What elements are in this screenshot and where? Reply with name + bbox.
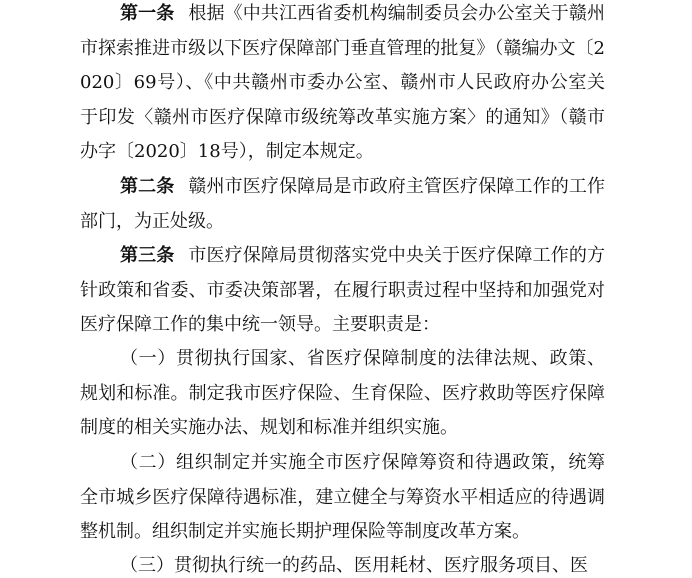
duty-item-3: （三）贯彻执行统一的药品、医用耗材、医疗服务项目、医	[120, 555, 588, 576]
duty-item-2: （二）组织制定并实施全市医疗保障筹资和待遇政策，统筹全市城乡医疗保障待遇标准，建立健全与筹资水平相适应的待遇调整机制。组织制定并实施长期护理保险等制度改革方案。	[80, 452, 605, 543]
article-3-text: 市医疗保障局贯彻落实党中央关于医疗保障工作的方针政策和省委、市委决策部署，在履行职责过程中坚持和加强党对医疗保障工作的集中统一领导。主要职责是：	[80, 245, 606, 336]
article-2-text: 赣州市医疗保障局是市政府主管医疗保障工作的工作部门，为正处级。	[80, 176, 606, 232]
article-1	[80, 0, 605, 170]
article-2	[80, 170, 605, 239]
article-1-text: 根据《中共江西省委机构编制委员会办公室关于赣州市探索推进市级以下医疗保障部门垂直管理的批复》（赣编办文〔2020〕69号）、《中共赣州市委办公室、赣州市人民政府办公室关于印发〈赣州市医疗保障市级统筹改革实施方案〉的通知》（赣市办字〔2020〕18号），制定本规定。	[80, 3, 606, 163]
duty-item-1: （一）贯彻执行国家、省医疗保障制度的法律法规、政策、规划和标准。制定我市医疗保险、生育保险、医疗救助等医疗保障制度的相关实施办法、规划和标准并组织实施。	[80, 348, 605, 439]
article-2-label: 第二条	[120, 176, 175, 197]
article-1-label: 第一条	[120, 3, 175, 24]
article-3	[80, 239, 605, 343]
article-3-label: 第三条	[120, 245, 175, 266]
